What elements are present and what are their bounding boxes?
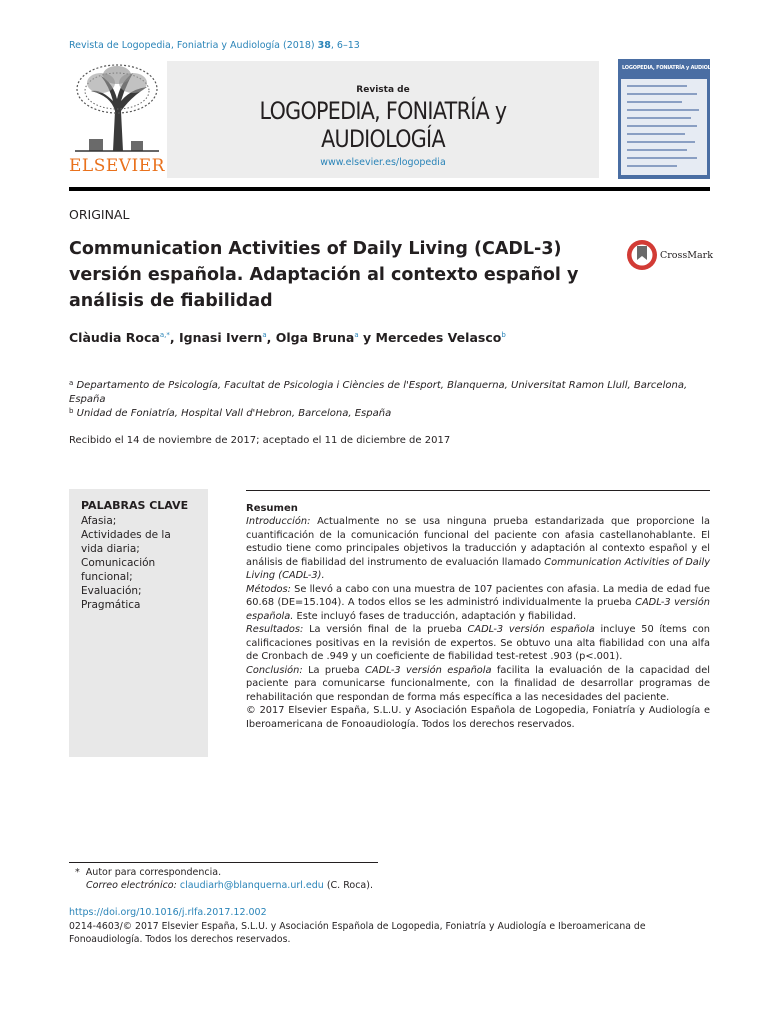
keyword-item: Comunicación funcional; — [81, 557, 156, 583]
revista-de-label: Revista de — [356, 85, 410, 95]
corresponding-mark: * — [75, 867, 80, 878]
author-name: Clàudia Roca — [69, 330, 160, 345]
cover-title: LOGOPEDIA, FONIATRÍA y AUDIOLOGÍA — [622, 65, 724, 71]
abstract-results — [246, 623, 710, 664]
methods-italic: CADL-3 versión española. — [246, 597, 710, 622]
keyword-item: Afasia; — [81, 515, 117, 527]
corresponding-text: Autor para correspondencia. — [85, 867, 222, 878]
conclusion-label: Conclusión: — [246, 664, 303, 676]
abstract-heading: Resumen — [246, 503, 298, 514]
author-name: Ignasi Ivern — [179, 330, 263, 345]
affiliation-text: Unidad de Foniatría, Hospital Vall d'Hebron, Barcelona, España — [76, 408, 392, 419]
conclusion-text: La prueba — [302, 664, 366, 676]
doi-link[interactable]: https://doi.org/10.1016/j.rlfa.2017.12.002 — [69, 907, 267, 918]
keywords-panel — [69, 489, 208, 757]
keyword-item: Evaluación; — [81, 585, 142, 597]
journal-masthead — [69, 59, 724, 179]
journal-ref-prefix: Revista de Logopedia, Foniatria y Audiología (2018) — [69, 40, 315, 51]
affiliation-a — [69, 376, 709, 407]
elsevier-logo — [69, 59, 165, 179]
intro-text: Actualmente no se usa ninguna prueba estandarizada que proporcione la cuantificación de la comunicación funcional del paciente con afasia castellanohablante. El estudio tiene como principales objetivos la traducción y adaptación al contexto español y el análisis de fiabilidad del instrumento de evaluación llamado — [246, 516, 710, 568]
footer-copyright: 0214-4603/© 2017 Elsevier España, S.L.U. y Asociación Española de Logopedia, Foniatría y Audiología e Iberoamericana de Fonoaudiología. Todos los derechos reservados. — [69, 921, 646, 945]
author-separator: , — [266, 330, 276, 345]
abstract-copyright: © 2017 Elsevier España, S.L.U. y Asociación Española de Logopedia, Foniatría y Audiología e Iberoamericana de Fonoaudiología. Todos los derechos reservados. — [246, 705, 710, 730]
article-section: ORIGINAL — [69, 207, 130, 222]
abstract-rule — [246, 490, 710, 491]
abstract-section — [246, 490, 710, 731]
author-affiliation-mark[interactable]: a — [262, 331, 267, 339]
abstract-introduction — [246, 515, 710, 583]
article-title: Communication Activities of Daily Living (CADL-3) versión española. Adaptación al contexto español y análisis de fiabilidad — [69, 239, 579, 311]
email-note — [86, 880, 373, 891]
journal-name: LOGOPEDIA, FONIATRÍA y AUDIOLOGÍA — [259, 97, 507, 153]
crossmark-label: CrossMark — [660, 250, 713, 261]
author-name: Mercedes Velasco — [375, 330, 502, 345]
elsevier-tree-icon — [71, 61, 163, 153]
intro-label: Introducción: — [246, 516, 311, 527]
author-separator: , — [169, 330, 179, 345]
results-italic: CADL-3 versión española — [467, 624, 595, 635]
footnote-rule — [69, 862, 378, 863]
crossmark-badge[interactable] — [626, 238, 718, 272]
author-affiliation-mark[interactable]: b — [501, 331, 506, 339]
author-affiliation-mark[interactable]: a,* — [159, 331, 170, 339]
journal-url-link[interactable]: www.elsevier.es/logopedia — [320, 157, 446, 168]
email-link[interactable]: claudiarh@blanquerna.url.edu — [179, 880, 324, 891]
corresponding-author-note — [75, 867, 221, 878]
affiliation-text: Departamento de Psicología, Facultat de Psicologia i Ciències de l'Esport, Blanquerna, Universitat Ramon Llull, Barcelona, España — [69, 380, 688, 405]
affiliation-mark: b — [69, 407, 74, 415]
results-text: La versión final de la prueba — [303, 624, 468, 635]
journal-title-box — [167, 61, 599, 178]
author-separator: y — [358, 330, 376, 345]
methods-label: Métodos: — [246, 583, 291, 595]
header-rule — [69, 187, 710, 191]
author-list — [69, 330, 506, 345]
abstract-conclusion — [246, 664, 710, 705]
author-affiliation-mark[interactable]: a — [354, 331, 359, 339]
email-label: Correo electrónico: — [86, 880, 177, 891]
abstract-methods — [246, 583, 710, 624]
journal-reference — [69, 40, 360, 51]
journal-ref-pages: , 6–13 — [330, 40, 360, 51]
results-text2: incluye 50 ítems con calificaciones positivas en la revisión de expertos. Se obtuvo una alta fiabilidad con una alfa de Cronbach de .949 y un coeficiente de fiabilidad test-retest .903 (p<.001). — [246, 624, 710, 662]
affiliation-b — [69, 404, 709, 421]
methods-text: Se llevó a cabo con una muestra de 107 pacientes con afasia. La media de edad fue 60.68 (DE=15.104). A todos ellos se les administró individualmente la prueba — [246, 583, 710, 608]
journal-ref-volume: 38 — [317, 40, 331, 51]
conclusion-text2: facilita la evaluación de la capacidad del paciente para comunicarse funcionalmente, con la finalidad de desarrollar programas de rehabilitación que respondan de forma más específica a las necesidades del paciente. — [246, 664, 710, 703]
author-name: Olga Bruna — [275, 330, 355, 345]
keywords-heading: PALABRAS CLAVE — [81, 499, 189, 512]
elsevier-wordmark: ELSEVIER — [69, 156, 165, 176]
cover-contents — [621, 79, 707, 175]
results-label: Resultados: — [246, 624, 304, 635]
keyword-item: Pragmática — [81, 599, 141, 611]
journal-cover-thumbnail — [618, 59, 724, 179]
received-dates: Recibido el 14 de noviembre de 2017; aceptado el 11 de diciembre de 2017 — [69, 435, 451, 446]
affiliation-mark: a — [69, 379, 74, 387]
keyword-item: Actividades de la vida diaria; — [81, 529, 171, 555]
intro-italic: Communication Activities of Daily Living (CADL-3). — [246, 556, 710, 581]
methods-text2: Este incluyó fases de traducción, adaptación y fiabilidad. — [293, 610, 577, 622]
conclusion-italic: CADL-3 versión española — [365, 664, 492, 676]
email-suffix: (C. Roca). — [323, 880, 373, 891]
crossmark-icon — [626, 238, 658, 272]
